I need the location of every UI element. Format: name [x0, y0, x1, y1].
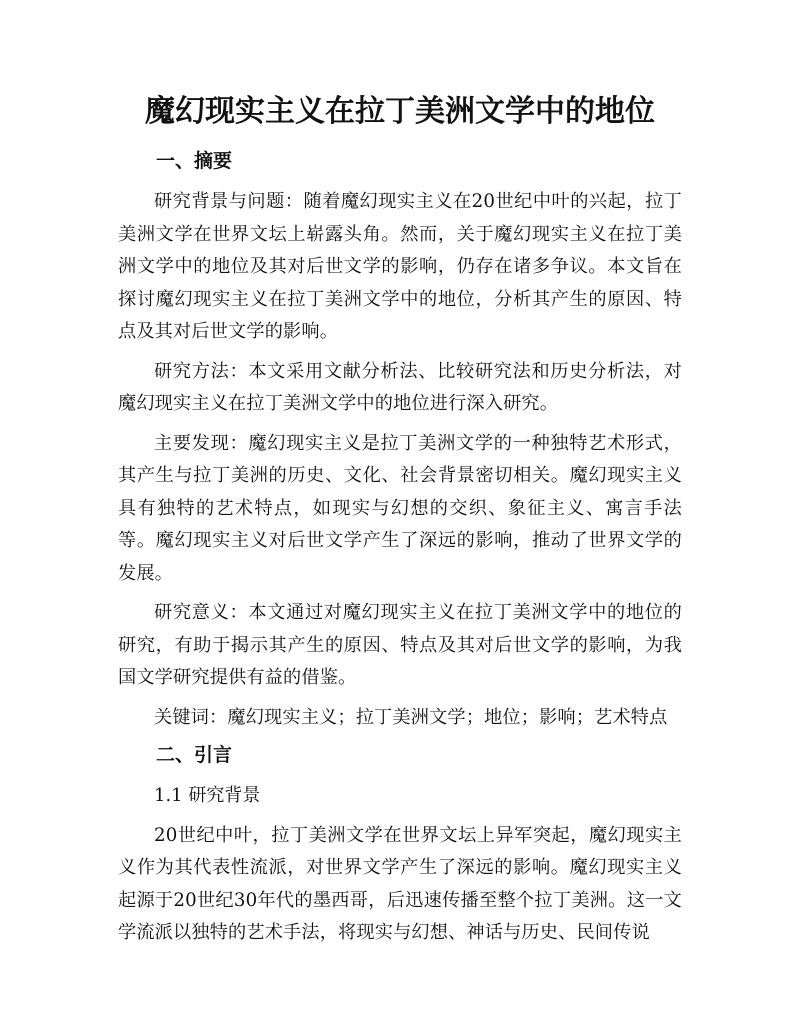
section-heading-abstract: 一、摘要 [156, 150, 233, 172]
document-body [118, 147, 682, 957]
section-heading-introduction: 二、引言 [156, 744, 233, 766]
abstract-background-paragraph: 研究背景与问题：随着魔幻现实主义在20世纪中叶的兴起，拉丁美洲文学在世界文坛上崭露头角。然而，关于魔幻现实主义在拉丁美洲文学中的地位及其对后世文学的影响，仍存在诸多争议。本文旨在探讨魔幻现实主义在拉丁美洲文学中的地位，分析其产生的原因、特点及其对后世文学的影响。 [118, 191, 682, 342]
document-title: 魔幻现实主义在拉丁美洲文学中的地位 [145, 94, 655, 129]
abstract-findings-paragraph: 主要发现：魔幻现实主义是拉丁美洲文学的一种独特艺术形式，其产生与拉丁美洲的历史、文化、社会背景密切相关。魔幻现实主义具有独特的艺术特点，如现实与幻想的交织、象征主义、寓言手法等。魔幻现实主义对后世文学产生了深远的影响，推动了世界文学的发展。 [118, 432, 682, 584]
keywords-paragraph: 关键词：魔幻现实主义；拉丁美洲文学；地位；影响；艺术特点 [154, 706, 668, 728]
introduction-paragraph: 20世纪中叶，拉丁美洲文学在世界文坛上异军突起，魔幻现实主义作为其代表性流派，对世界文学产生了深远的影响。魔幻现实主义起源于20世纪30年代的墨西哥，后迅速传播至整个拉丁美洲。这一文学流派以独特的艺术手法，将现实与幻想、神话与历史、民间传说 [118, 824, 682, 943]
abstract-significance-paragraph: 研究意义：本文通过对魔幻现实主义在拉丁美洲文学中的地位的研究，有助于揭示其产生的原因、特点及其对后世文学的影响，为我国文学研究提供有益的借鉴。 [118, 602, 682, 688]
subsection-heading-background: 1.1 研究背景 [154, 785, 261, 806]
abstract-method-paragraph: 研究方法：本文采用文献分析法、比较研究法和历史分析法，对魔幻现实主义在拉丁美洲文学中的地位进行深入研究。 [118, 360, 682, 414]
